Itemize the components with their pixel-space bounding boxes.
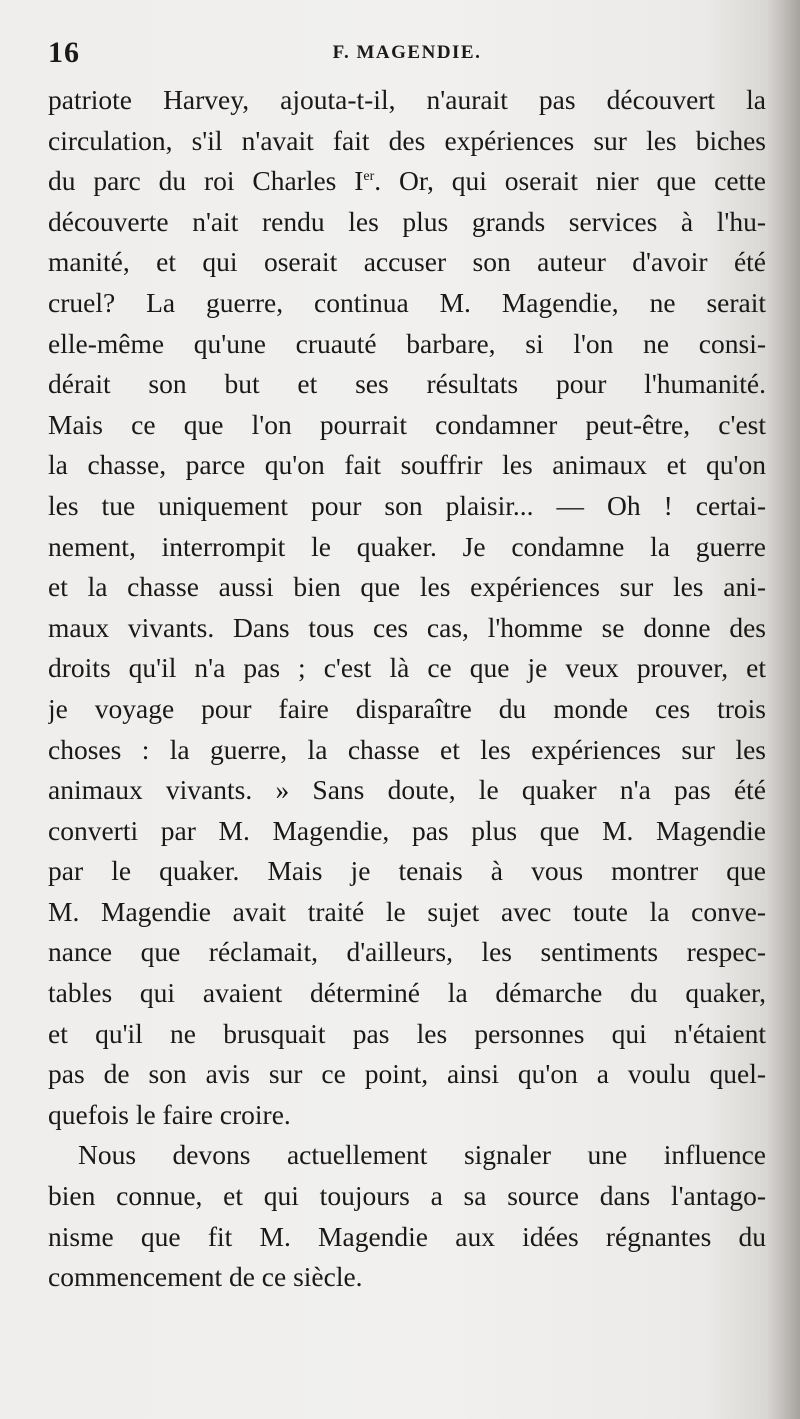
- text-line: Mais ce que l'on pourrait condamner peut-être, c'est: [48, 408, 766, 440]
- page-header: [48, 36, 766, 76]
- text-line: circulation, s'il n'avait fait des expériences sur les biches: [48, 124, 766, 156]
- paragraph-2: [48, 1135, 766, 1297]
- text-line: manité, et qui oserait accuser son auteur d'avoir été: [48, 246, 766, 278]
- text-segment: du parc du roi Charles I: [48, 165, 364, 197]
- text-line: et la chasse aussi bien que les expériences sur les ani-: [48, 571, 766, 603]
- text-line: M. Magendie avait traité le sujet avec toute la conve-: [48, 895, 766, 927]
- text-line: nisme que fit M. Magendie aux idées régnantes du: [48, 1220, 766, 1252]
- text-line: Nous devons actuellement signaler une influence: [78, 1139, 766, 1171]
- running-head: F. MAGENDIE.: [332, 42, 482, 63]
- text-line: patriote Harvey, ajouta-t-il, n'aurait pas découvert la: [48, 84, 766, 115]
- text-line: découverte n'ait rendu les plus grands services à l'hu-: [48, 205, 766, 237]
- text-line: et qu'il ne brusquait pas les personnes qui n'étaient: [48, 1017, 766, 1049]
- text-line: cruel? La guerre, continua M. Magendie, ne serait: [48, 286, 766, 318]
- text-segment: . Or, qui oserait nier que cette: [374, 165, 766, 197]
- text-line: animaux vivants. » Sans doute, le quaker n'a pas été: [48, 774, 766, 806]
- text-line: par le quaker. Mais je tenais à vous montrer que: [48, 855, 766, 887]
- body-text: [48, 80, 766, 1298]
- text-line: nance que réclamait, d'ailleurs, les sentiments respec-: [48, 936, 766, 968]
- text-line: la chasse, parce qu'on fait souffrir les animaux et qu'on: [48, 449, 766, 481]
- text-line: tables qui avaient déterminé la démarche du quaker,: [48, 977, 766, 1009]
- text-line: nement, interrompit le quaker. Je condamne la guerre: [48, 530, 766, 562]
- text-line: droits qu'il n'a pas ; c'est là ce que je veux prouver, et: [48, 652, 766, 684]
- text-line: quefois le faire croire.: [48, 1098, 291, 1130]
- text-line: pas de son avis sur ce point, ainsi qu'on a voulu quel-: [48, 1058, 766, 1090]
- text-line: converti par M. Magendie, pas plus que M. Magendie: [48, 814, 766, 846]
- text-line: [48, 161, 766, 202]
- text-line: choses : la guerre, la chasse et les expériences sur les: [48, 733, 766, 765]
- text-line: les tue uniquement pour son plaisir... — Oh ! certai-: [48, 489, 766, 521]
- superscript: er: [363, 169, 375, 185]
- text-line: bien connue, et qui toujours a sa source dans l'antago-: [48, 1180, 766, 1212]
- page-number: 16: [48, 36, 80, 69]
- page-edge-shadow: [766, 0, 800, 1419]
- text-line: maux vivants. Dans tous ces cas, l'homme se donne des: [48, 611, 766, 643]
- text-line: je voyage pour faire disparaître du monde ces trois: [48, 692, 766, 724]
- paragraph-1: [48, 80, 766, 1135]
- text-line: commencement de ce siècle.: [48, 1261, 363, 1293]
- text-line: elle-même qu'une cruauté barbare, si l'on ne consi-: [48, 327, 766, 359]
- text-line: dérait son but et ses résultats pour l'humanité.: [48, 368, 766, 400]
